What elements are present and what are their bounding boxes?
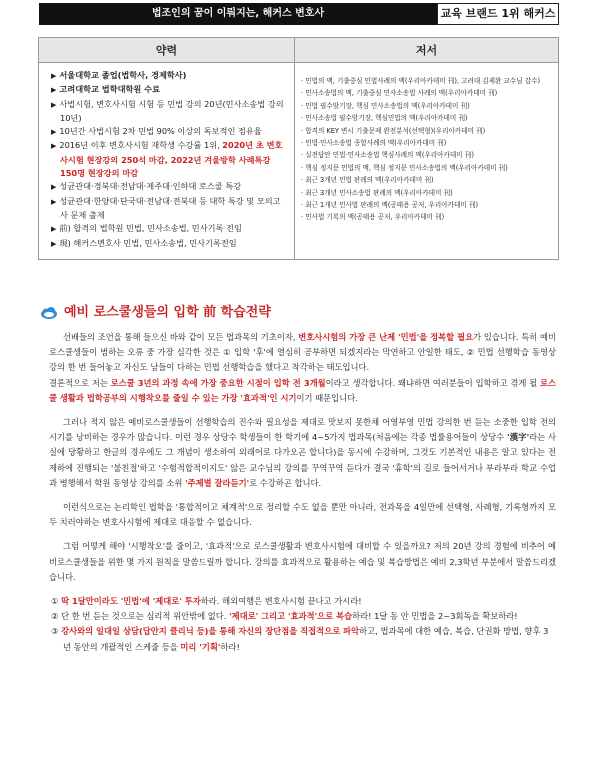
career-item	[51, 180, 288, 194]
section-title: 예비 로스쿨생들의 입학 前 학습전략	[64, 305, 271, 320]
text-run: '주제별 잘라듣기'	[185, 477, 250, 488]
text-run: ③	[51, 626, 62, 637]
book-title: 최근 1개년 민사법 판례의 맥(공태용 공저, 우리아카데미 刊)	[305, 201, 479, 210]
text-run: 성균관대·한양대·단국대·전남대·전북대 등 대학 특강 및 모의고사 문제 출제	[59, 195, 281, 220]
triangle-bullet-icon: ▶	[51, 72, 57, 80]
career-item	[51, 98, 288, 126]
text-run: 서울대학교 졸업(법학사, 경제학사)	[59, 70, 187, 80]
paragraph	[49, 500, 556, 530]
dot-bullet-icon: ·	[301, 77, 306, 85]
paragraph	[49, 330, 556, 376]
career-list	[39, 63, 295, 260]
slogan-banner: 법조인의 꿈이 이뤄지는, 해커스 변호사	[39, 3, 437, 25]
text-run: '漢字'	[507, 432, 530, 443]
text-run: 로스쿨 생활과 법학공부의 시행착오를 줄일 수 있는 가장 '효과적'인 시기	[49, 377, 556, 403]
book-item	[301, 162, 552, 174]
text-run: 이기 때문입니다.	[296, 392, 358, 403]
article-body	[49, 330, 556, 655]
book-title: 민사소송법의 맥, 기출중심 민사소송법 사례의 맥(우리아카데미 刊)	[305, 89, 498, 98]
book-item	[301, 137, 552, 149]
text-run: 가 있습니다. 특히 예비로스쿨생들이 범하는 오류 중 가장 심각한 것은 ① 입학 '후'에 열심히 공부하면 되겠지라는 막연하고 안일한 태도, ② 민법 선행학습 동영상 강의 한 번 들어놓고 자신도 남들이 다하는 민법 선행학습을 했다고 착각하는 태도입니다.	[49, 332, 556, 373]
career-header: 약력	[39, 38, 295, 63]
numbered-item	[49, 624, 556, 654]
triangle-bullet-icon: ▶	[51, 100, 57, 109]
book-item	[301, 75, 552, 87]
text-run: 現) 해커스변호사 민법, 민사소송법, 민사기록전임	[59, 237, 237, 248]
triangle-bullet-icon: ▶	[51, 197, 57, 206]
top-banner	[0, 0, 589, 30]
text-run: '제대로' 그리고 '효과적'으로 복습	[229, 611, 353, 622]
dot-bullet-icon: ·	[301, 126, 306, 135]
book-title: 핵심 정지문 민법의 맥, 핵심 정지문 민사소송법의 맥(우리아카데미 刊)	[305, 163, 508, 172]
book-item	[301, 174, 552, 186]
book-title: 민사소송법 필수암기장, 핵심민법의 맥(우리아카데미 刊)	[305, 114, 468, 123]
text-run: 이런식으로는 논리학인 법학을 '통합적이고 체계적'으로 정리할 수도 없을 뿐만 아니라, 전과목을 4일만에 선택형, 사례형, 기록형까지 모두 치러야하는 변호사시험에 제대로 대응할 수 없습니다.	[49, 502, 556, 528]
book-title: 합격의 KEY 변시 기출문제 완전분석(선택형)(우리아카데미 刊)	[305, 126, 486, 135]
dot-bullet-icon: ·	[301, 139, 306, 148]
text-run: 이라고 생각합니다. 왜냐하면 여러분들이 입학하고 겪게 될	[325, 377, 540, 388]
numbered-item	[49, 609, 556, 624]
text-run: 그러나 적지 않은 예비로스쿨생들이 선행학습의 진수와 필요성을 제대로 맛보지 못한채 어영부영 민법 강의한 번 듣는 소중한 입학 전의 시기를 낭비하는 경우가 많습니다. 이런 경우 상당수 학생들이 한 학기에 4~5가지 법과목(처음에는 각종 법률용어들이 상당수	[49, 417, 556, 443]
books-header: 저서	[295, 38, 559, 63]
triangle-bullet-icon: ▶	[51, 86, 57, 95]
triangle-bullet-icon: ▶	[51, 142, 57, 151]
book-title: 민사법 기록의 맥(공태용 공저, 우리아카데미 刊)	[305, 213, 445, 222]
paragraph	[49, 376, 556, 406]
career-item	[51, 237, 288, 251]
book-item	[301, 199, 552, 211]
triangle-bullet-icon: ▶	[51, 183, 57, 192]
dot-bullet-icon: ·	[301, 114, 306, 123]
text-run: 선배들의 조언을 통해 들으신 바와 같이 모든 법과목의 기초이자,	[63, 332, 299, 342]
book-title: 최근 3개년 민법 판례의 맥(우리아카데미 刊)	[305, 176, 434, 185]
book-item	[301, 149, 552, 161]
book-item	[301, 87, 552, 99]
paragraph	[49, 539, 556, 585]
paragraph-spacer	[49, 406, 556, 415]
text-run: 라는 사실에 당황하고 한글의 경우에도 그 개념이 생소하여 외래어로 다가오곤 합니다)을 동시에 수강하며, 그것도 기본적인 내용은 알고 있다는 전제하에 진행되는 '불친절'하고 '수험적합적이지도' 않은 교수님의 강의를 꾸역꾸역 듣다가 결국 '휴학'의 길로 들어서거나 부라부라 학교 수업과 병행해서 학원 동영상 강의를 소위	[49, 432, 556, 488]
career-item	[51, 83, 288, 97]
career-item	[51, 195, 288, 223]
paragraph-spacer	[49, 491, 556, 500]
text-run: 前) 합격의 법학원 민법, 민사소송법, 민사기록 전임	[59, 223, 242, 234]
book-title: 민법·민사소송법 종합사례의 맥(우리아카데미 刊)	[305, 139, 447, 148]
paragraph-spacer	[49, 585, 556, 594]
paragraph	[49, 415, 556, 491]
book-title: 민법의 맥, 기출중심 민법사례의 맥(우리아카데미 刊), 고려대 김제완 교수님 감수)	[305, 77, 541, 85]
text-run: 변호사시험의 가장 큰 난제 '민법'을 정복할 필요	[298, 332, 474, 342]
brand-badge: 교육 브랜드 1위 해커스	[437, 3, 559, 25]
text-run: ①	[51, 596, 62, 607]
dot-bullet-icon: ·	[301, 188, 306, 197]
book-title: 민법 필수암기장, 핵심 민사소송법의 맥(우리아카데미 刊)	[305, 101, 470, 110]
career-item	[51, 69, 288, 83]
numbered-item	[49, 594, 556, 609]
text-run: 사법시험, 변호사시험 시험 등 민법 강의 20년(민사소송법 강의 10년)	[59, 98, 284, 123]
text-run: 미리 '기획'	[180, 641, 221, 652]
text-run: 결론적으로 저는	[49, 377, 111, 388]
dot-bullet-icon: ·	[301, 163, 306, 172]
triangle-bullet-icon: ▶	[51, 239, 57, 248]
book-item	[301, 187, 552, 199]
dot-bullet-icon: ·	[301, 176, 306, 185]
triangle-bullet-icon: ▶	[51, 128, 57, 137]
career-item	[51, 139, 288, 180]
book-title: 실전답안 민법·민사소송법 핵심사례의 맥(우리아카데미 刊)	[305, 151, 474, 160]
text-run: 고려대학교 법학대학원 수료	[59, 84, 161, 95]
triangle-bullet-icon: ▶	[51, 225, 57, 234]
book-item	[301, 211, 552, 223]
profile-table	[38, 37, 559, 260]
text-run: 강사와의 일대일 상담(답안지 클리닉 등)을 통해 자신의 장단점을 직접적으로 파악	[61, 626, 360, 637]
career-item	[51, 125, 288, 139]
book-item	[301, 100, 552, 112]
dot-bullet-icon: ·	[301, 89, 306, 98]
book-title: 최근 3개년 민사소송법 판례의 맥(우리아카데미 刊)	[305, 188, 453, 197]
book-item	[301, 125, 552, 137]
text-run: 하라! 1달 동 안 민법을 2~3회독을 확보하라!	[352, 611, 518, 622]
text-run: 로스쿨 3년의 과정 속에 가장 중요한 시점이 입학 전 3개월	[110, 377, 326, 388]
books-list	[295, 63, 559, 260]
paragraph-spacer	[49, 530, 556, 539]
text-run: 하고, 법과목에 대한 예습, 복습, 단권화 방법, 향후 3년 동안의 개괄적인 스케줄 등을	[63, 626, 549, 652]
text-run: 로 수강하곤 합니다.	[249, 477, 322, 488]
career-item	[51, 222, 288, 236]
text-run: 2020년 초 변호사시험 현장강의 250석 마감, 2022년 겨울방학 사례특강 150명 현장강의 마감	[60, 140, 283, 179]
dot-bullet-icon: ·	[301, 201, 306, 210]
text-run: 그럼 어떻게 해야 '시행착오'를 줄이고, '효과적'으로 로스쿨생활과 변호사시험에 대비할 수 있을까요? 저의 20년 강의 경험에 비추어 예비로스쿨생들을 위한 몇 가지 원칙을 말씀드릴까 합니다. 강의를 효과적으로 활용하는 예습 및 복습방법은 예비 2,3학년 부분에서 말씀드리겠습니다.	[49, 541, 556, 582]
dot-bullet-icon: ·	[301, 101, 306, 110]
text-run: ② 단 한 번 듣는 것으로는 심리적 위안밖에 없다.	[51, 611, 230, 622]
text-run: 2016년 이후 변호사시험 재학생 수강률 1위,	[59, 140, 223, 151]
text-run: 하라. 해외여행은 변호사시험 끝나고 가시라!	[200, 596, 362, 607]
text-run: 하라!	[220, 641, 240, 652]
cloud-icon	[40, 306, 58, 320]
dot-bullet-icon: ·	[301, 151, 306, 160]
text-run: 성균관대·경북대·전남대·제주대·인하대 로스쿨 특강	[59, 181, 242, 192]
dot-bullet-icon: ·	[301, 213, 306, 222]
text-run: 10년간 사법시험 2차 민법 90% 이상의 독보적인 점유율	[59, 126, 262, 137]
book-item	[301, 112, 552, 124]
text-run: 딱 1달만이라도 '민법'에 '제대로' 투자	[61, 596, 201, 607]
